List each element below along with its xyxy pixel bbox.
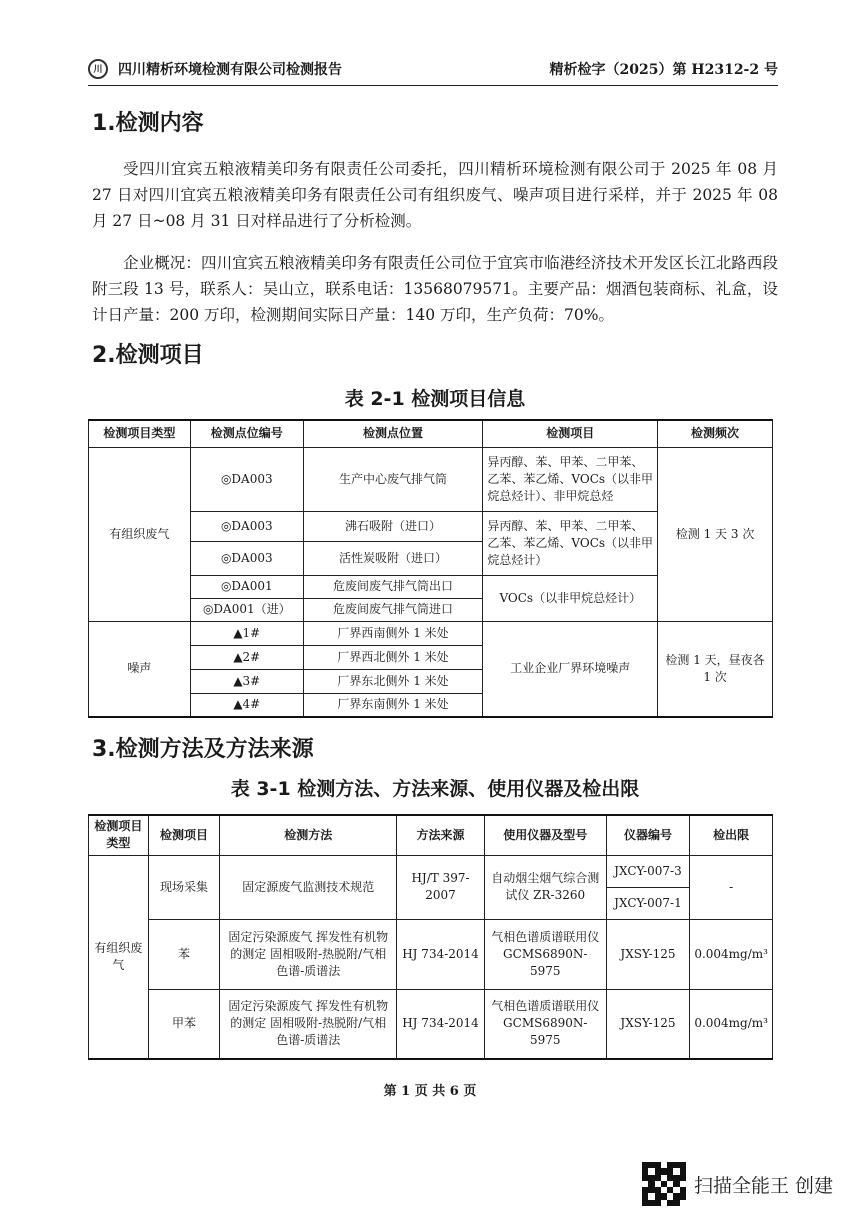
report-header (88, 52, 778, 86)
section-1-title: 1.检测内容 (92, 111, 204, 136)
point-location: 危废间废气排气筒出口 (303, 575, 483, 598)
table-row (89, 989, 773, 1059)
point-code: ▲1# (190, 621, 303, 645)
method-name: 固定源废气监测技术规范 (220, 855, 397, 919)
method-source: HJ 734-2014 (397, 919, 485, 989)
qr-code-icon (642, 1162, 686, 1206)
method-instrument: 气相色谱质谱联用仪 GCMS6890N-5975 (484, 919, 606, 989)
method-item: 甲苯 (148, 989, 220, 1059)
table-2-header-row (89, 815, 773, 855)
point-location: 沸石吸附（进口） (303, 511, 483, 541)
table-row (89, 447, 773, 511)
detection-items-table (88, 419, 773, 718)
method-name: 固定污染源废气 挥发性有机物的测定 固相吸附-热脱附/气相色谱-质谱法 (220, 989, 397, 1059)
scanner-watermark (642, 1162, 833, 1206)
table-2-header-source: 方法来源 (397, 815, 485, 855)
gas-frequency-cell: 检测 1 天 3 次 (658, 447, 773, 621)
point-code: ◎DA001 (190, 575, 303, 598)
noise-frequency-cell: 检测 1 天，昼夜各 1 次 (658, 621, 773, 717)
point-location: 生产中心废气排气筒 (303, 447, 483, 511)
instrument-id: JXSY-125 (606, 989, 690, 1059)
table-1-header-items: 检测项目 (483, 420, 658, 447)
table-2-header-limit: 检出限 (690, 815, 773, 855)
table-2-header-method: 检测方法 (220, 815, 397, 855)
noise-type-cell: 噪声 (89, 621, 191, 717)
table-2-caption: 表 3-1 检测方法、方法来源、使用仪器及检出限 (230, 778, 640, 800)
method-type-cell: 有组织废气 (89, 855, 149, 1059)
point-code: ▲4# (190, 693, 303, 717)
company-logo-icon: 川 (88, 59, 108, 79)
method-source: HJ/T 397-2007 (397, 855, 485, 919)
point-code: ◎DA003 (190, 447, 303, 511)
table-1-header-code: 检测点位编号 (190, 420, 303, 447)
detection-methods-table (88, 814, 773, 1060)
table-1-caption: 表 2-1 检测项目信息 (344, 388, 526, 410)
header-report-number: 精析检字（2025）第 H2312-2 号 (549, 61, 778, 78)
point-location: 厂界西南侧外 1 米处 (303, 621, 483, 645)
header-company-report: 四川精析环境检测有限公司检测报告 (118, 61, 342, 78)
table-1-header-frequency: 检测频次 (658, 420, 773, 447)
table-row (89, 621, 773, 645)
table-2-header-type: 检测项目类型 (89, 815, 149, 855)
point-code: ◎DA003 (190, 541, 303, 575)
point-location: 厂界西北侧外 1 米处 (303, 645, 483, 669)
detection-limit: - (690, 855, 773, 919)
header-left (88, 59, 342, 79)
point-code: ▲3# (190, 669, 303, 693)
section-2-title: 2.检测项目 (92, 343, 204, 368)
detection-items-cell: VOCs（以非甲烷总烃计） (483, 575, 658, 621)
instrument-id: JXSY-125 (606, 919, 690, 989)
watermark-text: 扫描全能王 创建 (694, 1174, 834, 1197)
table-row (89, 919, 773, 989)
detection-limit: 0.004mg/m³ (690, 919, 773, 989)
section-3-title: 3.检测方法及方法来源 (92, 737, 314, 762)
point-location: 厂界东北侧外 1 米处 (303, 669, 483, 693)
table-2-header-instrument: 使用仪器及型号 (484, 815, 606, 855)
point-location: 厂界东南侧外 1 米处 (303, 693, 483, 717)
point-location: 危废间废气排气筒进口 (303, 598, 483, 621)
gas-type-cell: 有组织废气 (89, 447, 191, 621)
instrument-id: JXCY-007-1 (606, 887, 690, 919)
table-2-header-instrument-id: 仪器编号 (606, 815, 690, 855)
method-item: 苯 (148, 919, 220, 989)
point-code: ◎DA003 (190, 511, 303, 541)
table-1-header-location: 检测点位置 (303, 420, 483, 447)
table-1-header-row (89, 420, 773, 447)
point-location: 活性炭吸附（进口） (303, 541, 483, 575)
method-source: HJ 734-2014 (397, 989, 485, 1059)
table-row (89, 855, 773, 887)
detection-limit: 0.004mg/m³ (690, 989, 773, 1059)
section-1-paragraph-2: 企业概况：四川宜宾五粮液精美印务有限责任公司位于宜宾市临港经济技术开发区长江北路西段附三段 13 号，联系人：吴山立，联系电话：13568079571。主要产品：烟酒包装商标、礼盒，设计日产量：200 万印，检测期间实际日产量：140 万印，生产负荷：70%。 (92, 254, 778, 324)
table-2-header-item: 检测项目 (148, 815, 220, 855)
section-1-paragraph-1: 受四川宜宾五粮液精美印务有限责任公司委托，四川精析环境检测有限公司于 2025 年 08 月 27 日对四川宜宾五粮液精美印务有限责任公司有组织废气、噪声项目进行采样，并于 2025 年 08 月 27 日~08 月 31 日对样品进行了分析检测。 (92, 160, 778, 230)
point-code: ▲2# (190, 645, 303, 669)
instrument-id: JXCY-007-3 (606, 855, 690, 887)
detection-items-cell: 异丙醇、苯、甲苯、二甲苯、乙苯、苯乙烯、VOCs（以非甲烷总烃计）、非甲烷总烃 (483, 447, 658, 511)
table-1-header-type: 检测项目类型 (89, 420, 191, 447)
method-instrument: 气相色谱质谱联用仪 GCMS6890N-5975 (484, 989, 606, 1059)
point-code: ◎DA001（进） (190, 598, 303, 621)
detection-items-cell: 异丙醇、苯、甲苯、二甲苯、乙苯、苯乙烯、VOCs（以非甲烷总烃计） (483, 511, 658, 575)
method-instrument: 自动烟尘烟气综合测试仪 ZR-3260 (484, 855, 606, 919)
method-name: 固定污染源废气 挥发性有机物的测定 固相吸附-热脱附/气相色谱-质谱法 (220, 919, 397, 989)
page-number: 第 1 页 共 6 页 (383, 1084, 477, 1099)
method-item: 现场采集 (148, 855, 220, 919)
noise-item-cell: 工业企业厂界环境噪声 (483, 621, 658, 717)
